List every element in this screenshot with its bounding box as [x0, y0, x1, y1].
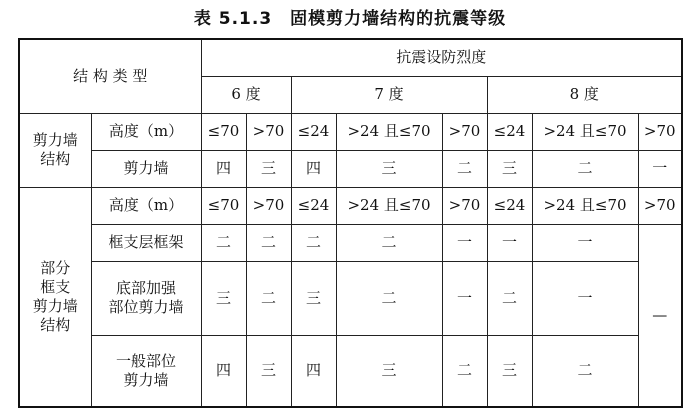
header-intensity: 抗震设防烈度	[201, 39, 682, 76]
grade-cell: 二	[201, 224, 246, 261]
seismic-grade-table	[18, 38, 683, 408]
group-label-line: 剪力墙	[32, 131, 78, 150]
height-cell: >70	[442, 113, 487, 150]
row-label-base-reinforced-wall	[91, 261, 201, 335]
height-cell: >24 且≤70	[532, 113, 638, 150]
group-label-shear-wall	[19, 113, 91, 187]
grade-cell: 一	[442, 261, 487, 335]
row-label-height: 高度（m）	[91, 187, 201, 224]
height-cell: >24 且≤70	[336, 113, 442, 150]
grade-cell: 三	[336, 150, 442, 187]
group-label-line: 部分	[40, 259, 71, 278]
grade-cell: 三	[336, 335, 442, 407]
grade-cell: 三	[291, 261, 336, 335]
grade-cell: 一	[638, 150, 682, 187]
grade-cell: 二	[532, 150, 638, 187]
height-cell: >70	[442, 187, 487, 224]
height-cell: ≤70	[201, 187, 246, 224]
grade-cell-merged: —	[638, 224, 682, 407]
row-label-line: 底部加强	[115, 279, 176, 298]
row-label-transfer-frame: 框支层框架	[91, 224, 201, 261]
grade-cell: 三	[246, 150, 291, 187]
group-label-frame-supported-wall	[19, 187, 91, 407]
grade-cell: 四	[291, 335, 336, 407]
height-cell: >70	[246, 187, 291, 224]
grade-cell: 四	[201, 335, 246, 407]
row-label-height: 高度（m）	[91, 113, 201, 150]
height-cell: ≤70	[201, 113, 246, 150]
grade-cell: 一	[487, 224, 532, 261]
grade-cell: 二	[532, 335, 638, 407]
grade-cell: 一	[532, 261, 638, 335]
row-label-line: 剪力墙	[123, 370, 169, 389]
grade-cell: 一	[442, 224, 487, 261]
row-label-line: 一般部位	[115, 352, 176, 370]
header-degree-8: 8 度	[487, 76, 682, 113]
header-struct-type: 结 构 类 型	[19, 39, 201, 113]
group-label-line: 结构	[40, 315, 71, 334]
grade-cell: 二	[336, 224, 442, 261]
grade-cell: 一	[532, 224, 638, 261]
row-label-shear-wall: 剪力墙	[91, 150, 201, 187]
grade-cell: 三	[487, 335, 532, 407]
grade-cell: 二	[442, 150, 487, 187]
grade-cell: 二	[291, 224, 336, 261]
height-cell: ≤24	[291, 187, 336, 224]
grade-cell: 二	[246, 261, 291, 335]
group-label-line: 剪力墙	[32, 296, 78, 315]
height-cell: ≤24	[291, 113, 336, 150]
header-degree-6: 6 度	[201, 76, 291, 113]
grade-cell: 二	[336, 261, 442, 335]
height-cell: ≤24	[487, 187, 532, 224]
table-caption: 表 5.1.3 固模剪力墙结构的抗震等级	[193, 9, 507, 29]
grade-cell: 三	[201, 261, 246, 335]
grade-cell: 三	[487, 150, 532, 187]
grade-cell: 四	[201, 150, 246, 187]
row-label-line: 部位剪力墙	[108, 298, 184, 316]
height-cell: >70	[246, 113, 291, 150]
group-label-line: 结构	[40, 150, 71, 168]
grade-cell: 二	[246, 224, 291, 261]
height-cell: ≤24	[487, 113, 532, 150]
group-label-line: 框支	[40, 278, 71, 296]
grade-cell: 二	[487, 261, 532, 335]
grade-cell: 二	[442, 335, 487, 407]
height-cell: >24 且≤70	[532, 187, 638, 224]
row-label-normal-wall	[91, 335, 201, 407]
height-cell: >24 且≤70	[336, 187, 442, 224]
header-degree-7: 7 度	[291, 76, 487, 113]
grade-cell: 三	[246, 335, 291, 407]
height-cell: >70	[638, 113, 682, 150]
height-cell: >70	[638, 187, 682, 224]
grade-cell: 四	[291, 150, 336, 187]
